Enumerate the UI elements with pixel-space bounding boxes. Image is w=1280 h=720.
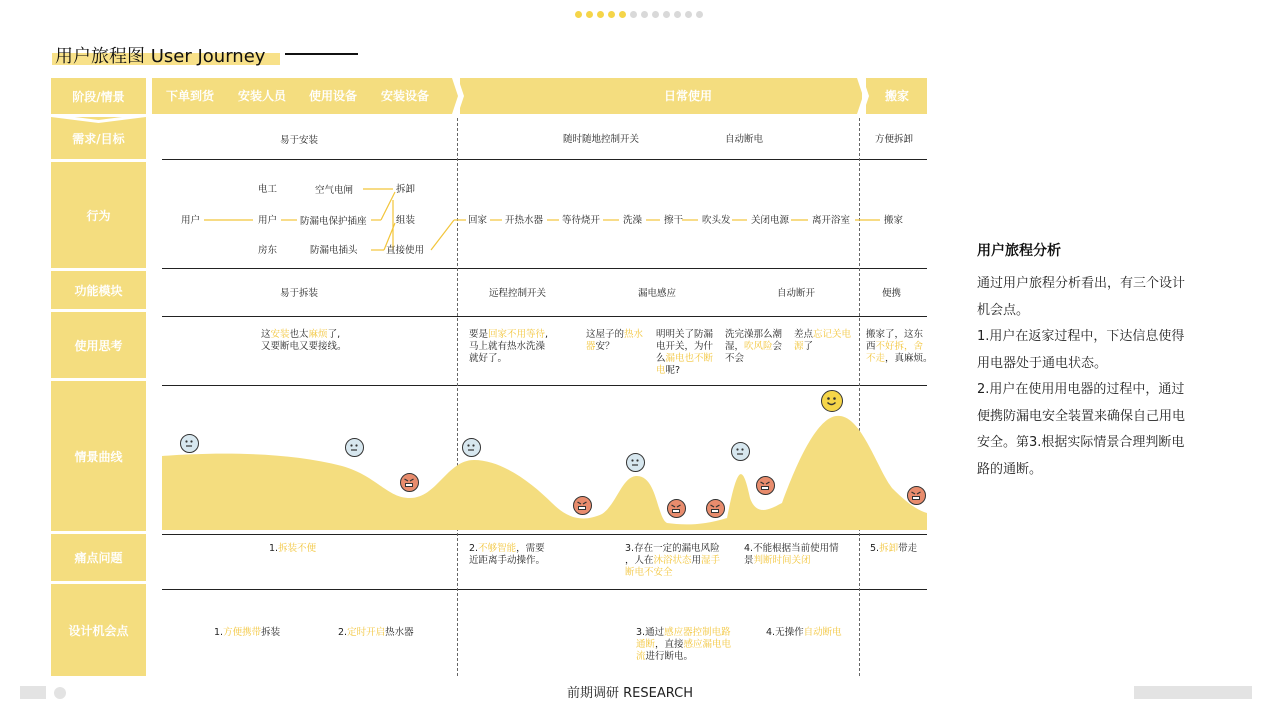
- row-label-pain-text: 痛点问题: [74, 551, 123, 565]
- thought-text: 就好了。: [469, 353, 508, 364]
- design-highlight: 流: [636, 651, 646, 662]
- pain-highlight: 拆卸: [879, 543, 899, 554]
- pager-dot[interactable]: [674, 11, 681, 18]
- pain-2: [469, 543, 545, 567]
- design-text: 4.无操作: [766, 627, 804, 638]
- thought-text: 西: [866, 341, 876, 352]
- design-3: [636, 627, 731, 663]
- neutral-face-icon: [626, 453, 645, 472]
- thought-moving: [866, 329, 933, 365]
- pain-text: 近距离手动操作。: [469, 555, 546, 566]
- analysis-paragraph: 1.用户在返家过程中，下达信息使得用电器处于通电状态。: [977, 329, 1185, 371]
- thought-humid: [725, 329, 782, 365]
- module-auto-cut: 自动断开: [777, 288, 816, 299]
- pain-highlight: 湿手: [701, 555, 721, 566]
- footer-dot: [54, 687, 66, 699]
- separator: [162, 316, 927, 317]
- design-highlight: 方便携带: [223, 627, 262, 638]
- design-4: [766, 627, 842, 639]
- module-leak-sense: 漏电感应: [638, 288, 677, 299]
- phase-arrow-2: [857, 78, 877, 114]
- behavior-electrician: 电工: [258, 184, 278, 195]
- pain-highlight: 断电不安全: [625, 567, 673, 578]
- phase-daily: 日常使用: [664, 89, 713, 103]
- thought-highlight: 吹风险: [744, 341, 773, 352]
- neutral-face-icon: [462, 438, 481, 457]
- phase-bar-daily: [460, 78, 862, 114]
- pain-text: 4.不能根据当前使用情: [744, 543, 839, 554]
- flow-step: 等待烧开: [562, 215, 601, 226]
- thought-text: 湿，: [725, 341, 745, 352]
- pain-text: 带走: [898, 543, 918, 554]
- thought-text: 了: [803, 341, 814, 352]
- pain-1: [269, 543, 316, 555]
- phase-install-device: 安装设备: [381, 89, 430, 103]
- pager-dot[interactable]: [597, 11, 604, 18]
- thought-text: 呢?: [665, 365, 681, 376]
- analysis-paragraph: 通过用户旅程分析看出，有三个设计机会点。: [977, 276, 1186, 318]
- footer-label: 前期调研 RESEARCH: [567, 686, 693, 701]
- thought-text: 差点: [794, 329, 814, 340]
- flow-step: 离开浴室: [812, 215, 851, 226]
- pain-text: 5.: [870, 543, 880, 554]
- pager-dot[interactable]: [619, 11, 626, 18]
- row-label-behavior-text: 行为: [86, 208, 111, 223]
- behavior-leak-socket: 防漏电保护插座: [300, 216, 367, 227]
- pain-highlight: 拆装不便: [278, 543, 317, 554]
- title-underline: [285, 53, 358, 55]
- pager-dot[interactable]: [575, 11, 582, 18]
- separator: [162, 534, 927, 535]
- phase-order: 下单到货: [166, 89, 215, 103]
- pager-dot[interactable]: [641, 11, 648, 18]
- pager-dot[interactable]: [696, 11, 703, 18]
- flow-step: 搬家: [884, 215, 904, 226]
- design-text: 3.通过: [636, 627, 665, 638]
- pain-3: [625, 543, 720, 579]
- emotion-curve: [162, 388, 927, 533]
- pager-dot[interactable]: [608, 11, 615, 18]
- behavior-air-switch: 空气电闸: [315, 185, 354, 196]
- pain-5: [870, 543, 917, 555]
- angry-face-icon: [667, 499, 686, 518]
- pain-4: [744, 543, 839, 567]
- design-text: 热水器: [385, 627, 414, 638]
- behavior-direct-use: 直接使用: [386, 245, 425, 256]
- thought-text: 要是: [469, 329, 489, 340]
- behavior-assemble: 组装: [396, 215, 416, 226]
- thought-highlight: 源: [794, 341, 804, 352]
- thought-hot-water: [469, 329, 548, 365]
- row-label-module-text: 功能模块: [74, 283, 123, 298]
- thought-text: 这: [261, 329, 271, 340]
- page-title: 用户旅程图 User Journey: [55, 46, 266, 67]
- behavior-landlord: 房东: [258, 245, 278, 256]
- design-highlight: 自动断电: [803, 627, 842, 638]
- design-text: 拆装: [261, 627, 281, 638]
- phase-use-device: 使用设备: [309, 89, 358, 103]
- thought-text: 明明关了防漏: [656, 329, 714, 340]
- design-highlight: 通断: [636, 639, 656, 650]
- thought-text: 么: [656, 353, 666, 364]
- pain-text: ，人在: [625, 555, 654, 566]
- thought-text: 安？: [595, 341, 615, 352]
- design-text: 进行断电。: [645, 651, 694, 662]
- analysis-title: 用户旅程分析: [977, 243, 1061, 259]
- side-chevrons: [51, 108, 146, 688]
- design-text: 1.: [214, 627, 224, 638]
- pain-highlight: 判断时间关闭: [753, 555, 811, 566]
- design-highlight: 定时开启: [347, 627, 386, 638]
- pain-text: 景: [744, 555, 754, 566]
- flow-step: 洗澡: [623, 215, 643, 226]
- design-2: [338, 627, 414, 639]
- thought-text: 搬家了，这东: [866, 329, 924, 340]
- need-easy-install: 易于安装: [280, 135, 319, 146]
- phase-arrow-1: [452, 78, 472, 114]
- thought-highlight: 漏电也不断: [665, 353, 714, 364]
- behavior-leak-plug: 防漏电插头: [310, 245, 358, 256]
- design-highlight: 感应器控制电路: [664, 627, 731, 638]
- angry-face-icon: [907, 486, 926, 505]
- behavior-remove: 拆卸: [396, 184, 416, 195]
- flow-step: 开热水器: [505, 215, 544, 226]
- separator: [162, 159, 927, 160]
- row-label-design-text: 设计机会点: [68, 623, 129, 638]
- thought-heater-safe: [586, 329, 643, 353]
- thought-text: ，真麻烦。: [885, 353, 933, 364]
- pain-text: 用: [691, 555, 702, 566]
- flow-step: 回家: [468, 215, 488, 226]
- design-text: ，直接: [655, 639, 684, 650]
- pain-highlight: 沐浴状态: [653, 555, 692, 566]
- flow-step: 关闭电源: [751, 215, 790, 226]
- thought-text: 电开关，为什: [656, 341, 714, 352]
- thought-highlight: 电: [656, 365, 666, 376]
- pager-dot[interactable]: [586, 11, 593, 18]
- footer-bar-left: [20, 686, 46, 699]
- pager-dot[interactable]: [652, 11, 659, 18]
- flow-step: 擦干: [664, 215, 684, 226]
- analysis-paragraph: 2.用户在使用用电器的过程中，通过便携防漏电安全装置来确保自己用电安全。第3.根据实际情景合理判断电路的通断。: [977, 382, 1186, 477]
- thought-forget-power: [794, 329, 851, 353]
- behavior-user-1: 用户: [181, 215, 201, 226]
- thought-text: 不会: [725, 353, 745, 364]
- row-label-thinking-text: 使用思考: [74, 338, 123, 353]
- angry-face-icon: [706, 499, 725, 518]
- thought-highlight: 回家不用等待: [488, 329, 546, 340]
- need-anytime-control: 随时随地控制开关: [563, 134, 640, 145]
- thought-text: 这屋子的: [586, 329, 625, 340]
- thought-text: 马上就有热水洗澡: [469, 341, 546, 352]
- behavior-user-2: 用户: [258, 215, 278, 226]
- thought-leak: [656, 329, 713, 377]
- thought-text: 会: [772, 341, 783, 352]
- row-label-curve-text: 情景曲线: [74, 449, 123, 464]
- happy-face-icon: [821, 390, 843, 412]
- thought-text: 了,: [327, 329, 341, 340]
- design-text: 2.: [338, 627, 348, 638]
- module-portable: 便携: [882, 288, 902, 299]
- thought-highlight: 忘记关电: [813, 329, 852, 340]
- separator: [162, 385, 927, 386]
- thought-highlight: 热水: [624, 329, 644, 340]
- thought-text: 又要断电又要接线。: [261, 341, 347, 352]
- thought-highlight: 麻烦: [308, 329, 328, 340]
- thought-text: ,: [545, 329, 549, 340]
- pain-text: ，需要: [516, 543, 545, 554]
- phase-installer: 安装人员: [238, 89, 287, 103]
- pager-dot[interactable]: [663, 11, 670, 18]
- need-auto-off: 自动断电: [725, 134, 764, 145]
- thought-install: [261, 329, 347, 353]
- footer-bar-right: [1134, 686, 1252, 699]
- thought-text: 洗完澡那么潮: [725, 329, 783, 340]
- row-label-stage-text: 阶段/情景: [72, 89, 125, 104]
- pain-text: 1.: [269, 543, 279, 554]
- thought-highlight: 不走: [866, 353, 886, 364]
- design-highlight: 感应漏电电: [683, 639, 732, 650]
- neutral-face-icon: [731, 442, 750, 461]
- thought-highlight: 安装: [270, 329, 290, 340]
- separator: [162, 589, 927, 590]
- pager-dots: [575, 11, 703, 18]
- module-remote: 远程控制开关: [489, 288, 547, 299]
- pain-text: 2.: [469, 543, 479, 554]
- pain-text: 3.存在一定的漏电风险: [625, 543, 720, 554]
- neutral-face-icon: [345, 438, 364, 457]
- angry-face-icon: [400, 473, 419, 492]
- design-1: [214, 627, 280, 639]
- row-label-need-text: 需求/目标: [72, 131, 125, 146]
- angry-face-icon: [573, 496, 592, 515]
- need-easy-remove: 方便拆卸: [875, 134, 914, 145]
- thought-text: 也太: [289, 329, 309, 340]
- phase-move: 搬家: [885, 89, 910, 103]
- pain-highlight: 不够智能: [478, 543, 517, 554]
- flow-step: 吹头发: [702, 215, 731, 226]
- neutral-face-icon: [180, 434, 199, 453]
- pager-dot[interactable]: [630, 11, 637, 18]
- thought-highlight: 不好拆，舍: [875, 341, 924, 352]
- module-easy-remove: 易于拆装: [280, 288, 319, 299]
- pager-dot[interactable]: [685, 11, 692, 18]
- angry-face-icon: [756, 476, 775, 495]
- thought-highlight: 器: [586, 341, 596, 352]
